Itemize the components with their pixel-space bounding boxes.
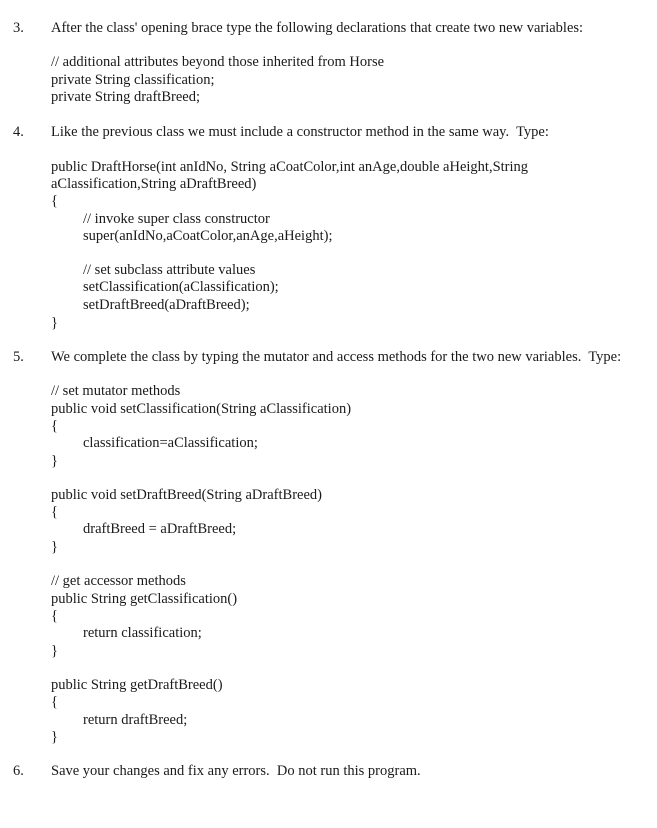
code-line: public DraftHorse(int anIdNo, String aCoatColor,int anAge,double aHeight,String — [51, 159, 529, 175]
code-line: public void setDraftBreed(String aDraftBreed) — [51, 487, 322, 503]
open-brace: { — [51, 504, 58, 520]
step-number: 6. — [13, 763, 24, 779]
open-brace: { — [51, 694, 58, 710]
open-brace: { — [51, 193, 58, 209]
code-comment: // get accessor methods — [51, 573, 186, 589]
step-number: 4. — [13, 124, 24, 140]
step-instruction: We complete the class by typing the mutator and access methods for the two new variables. Type: — [51, 349, 622, 365]
code-line: public String getClassification() — [51, 591, 238, 607]
code-comment: // set subclass attribute values — [83, 262, 256, 278]
close-brace: } — [51, 729, 58, 745]
step-number: 5. — [13, 349, 24, 365]
code-comment: // set mutator methods — [51, 383, 181, 399]
code-line: aClassification,String aDraftBreed) — [51, 176, 257, 192]
step-number: 3. — [13, 20, 24, 36]
code-line: return draftBreed; — [83, 712, 188, 728]
code-line: super(anIdNo,aCoatColor,anAge,aHeight); — [83, 228, 333, 244]
code-line: setClassification(aClassification); — [83, 279, 279, 295]
code-comment: // invoke super class constructor — [83, 211, 270, 227]
open-brace: { — [51, 418, 58, 434]
step-instruction: Save your changes and fix any errors. Do not run this program. — [51, 763, 421, 779]
close-brace: } — [51, 315, 58, 331]
code-line: public String getDraftBreed() — [51, 677, 223, 693]
close-brace: } — [51, 453, 58, 469]
close-brace: } — [51, 539, 58, 555]
code-line: classification=aClassification; — [83, 435, 258, 451]
code-line: setDraftBreed(aDraftBreed); — [83, 297, 250, 313]
code-line: draftBreed = aDraftBreed; — [83, 521, 237, 537]
code-line: private String classification; — [51, 72, 215, 88]
step-instruction: After the class' opening brace type the following declarations that create two new variables: — [51, 20, 584, 36]
code-line: private String draftBreed; — [51, 89, 200, 105]
close-brace: } — [51, 643, 58, 659]
code-line: return classification; — [83, 625, 202, 641]
code-line: public void setClassification(String aClassification) — [51, 401, 352, 417]
code-comment: // additional attributes beyond those inherited from Horse — [51, 54, 385, 70]
open-brace: { — [51, 608, 58, 624]
step-instruction: Like the previous class we must include a constructor method in the same way. Type: — [51, 124, 549, 140]
